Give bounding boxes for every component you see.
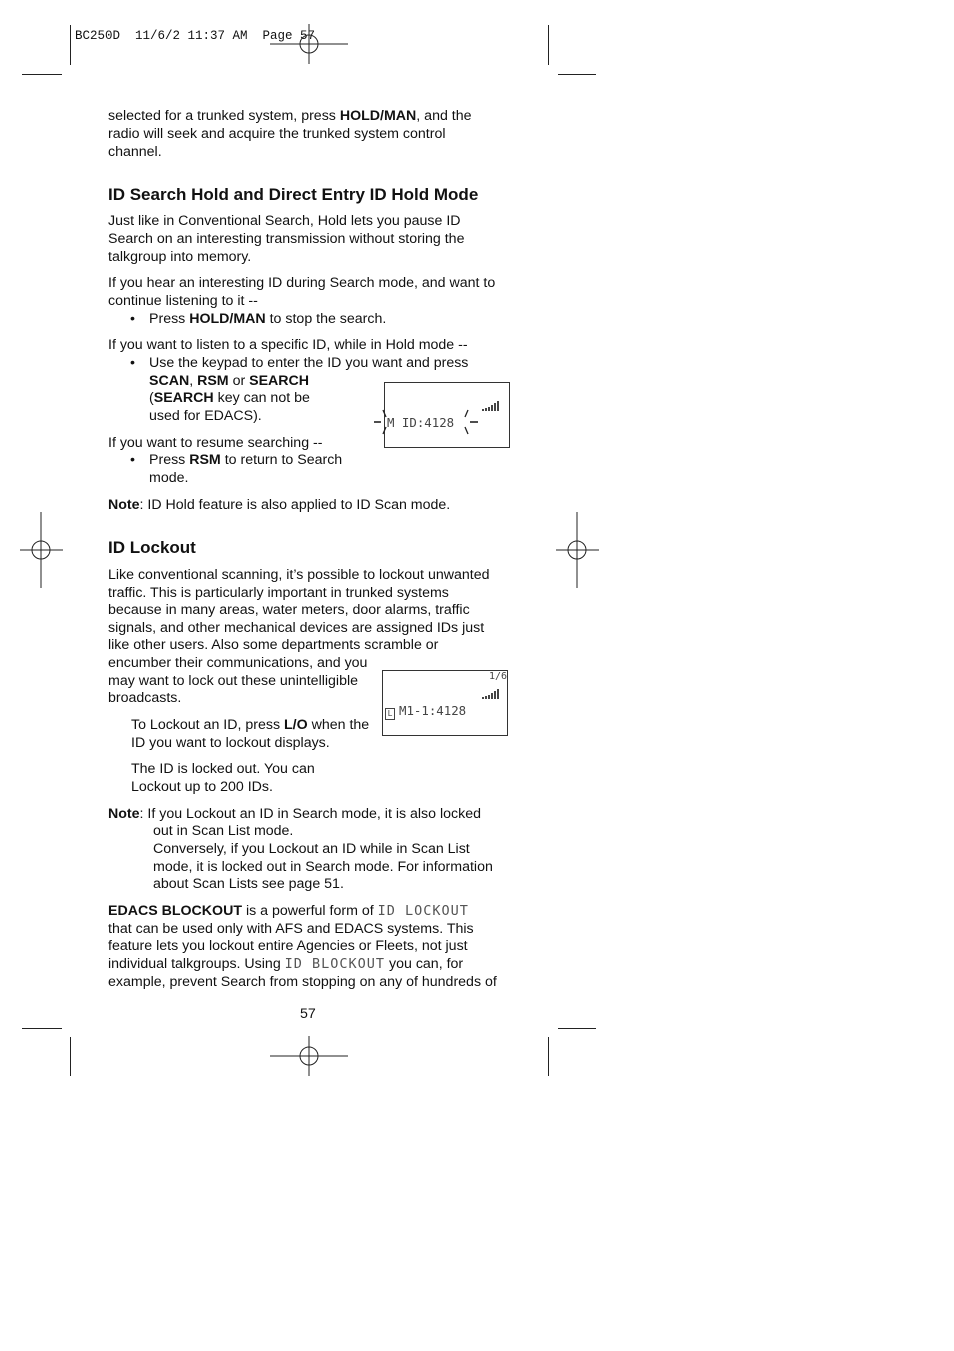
- paragraph-line: traffic. This is particularly important in trunked systems: [108, 585, 449, 601]
- bullet-item-rsm: mode.: [149, 470, 189, 486]
- edacs-text: is a powerful form of: [242, 903, 378, 919]
- bullet-text: key can not be: [213, 390, 310, 406]
- paragraph-line: Like conventional scanning, it’s possible to lockout unwanted: [108, 567, 490, 583]
- note-label: Note: [108, 497, 140, 513]
- scan-key: SCAN: [149, 373, 190, 389]
- printer-slug: BC250D 11/6/2 11:37 AM Page 57: [75, 29, 316, 43]
- crop-mark: [70, 1037, 71, 1076]
- intro-text: , and the: [416, 108, 472, 124]
- bullet-text: ,: [189, 373, 198, 389]
- edacs-line: [108, 903, 469, 921]
- paragraph-line: If you hear an interesting ID during Search mode, and want to: [108, 275, 496, 291]
- bullet-item-rsm: [149, 452, 342, 470]
- paragraph-line: Search on an interesting transmission without storing the: [108, 231, 465, 247]
- hold-man-key: HOLD/MAN: [339, 108, 417, 124]
- note-text: : If you Lockout an ID in Search mode, it is also locked: [139, 806, 481, 822]
- paragraph-line: because in many areas, water meters, door alarms, traffic: [108, 602, 470, 618]
- edacs-line: [108, 956, 463, 974]
- paragraph-line: If you want to listen to a specific ID, while in Hold mode --: [108, 337, 468, 353]
- bullet-item-keypad: [149, 390, 310, 408]
- lockout-instruction: [131, 717, 369, 735]
- paragraph-line: like other users. Also some departments scramble or: [108, 637, 439, 653]
- paragraph-line: continue listening to it --: [108, 293, 258, 309]
- bullet-text: to return to Search: [220, 452, 343, 468]
- paragraph-line: talkgroup into memory.: [108, 249, 252, 265]
- note-lockout: [108, 806, 481, 824]
- bullet-dot: •: [130, 355, 135, 371]
- intro-line: [108, 108, 472, 126]
- lockout-l-icon: L: [385, 708, 395, 720]
- paragraph-line: may want to lock out these unintelligible: [108, 673, 358, 689]
- note-text: about Scan Lists see page 51.: [153, 876, 344, 892]
- crop-mark: [558, 1028, 596, 1029]
- blinking-indicator-icon: [372, 408, 482, 436]
- lo-key: L/O: [284, 717, 308, 733]
- rsm-key: RSM: [197, 373, 229, 389]
- edacs-line: that can be used only with AFS and EDACS systems. This: [108, 921, 474, 937]
- rsm-key: RSM: [189, 452, 221, 468]
- lcd-line: M ID:4128: [387, 415, 455, 430]
- bullet-text: (: [149, 390, 154, 406]
- edacs-line: example, prevent Search from stopping on any of hundreds of: [108, 974, 497, 990]
- edacs-line: feature lets you lockout entire Agencies or Fleets, not just: [108, 938, 468, 954]
- lcd-line: [385, 703, 505, 719]
- bullet-item-keypad: Use the keypad to enter the ID you want and press: [149, 355, 469, 371]
- crop-mark: [548, 25, 549, 65]
- intro-line: radio will seek and acquire the trunked system control: [108, 126, 446, 142]
- bullet-dot: •: [130, 311, 135, 327]
- bullet-text: or: [228, 373, 250, 389]
- bullet-text: to stop the search.: [265, 311, 387, 327]
- bullet-text: Press: [149, 452, 190, 468]
- bullet-dot: •: [130, 452, 135, 468]
- lcd-text-id-lockout: ID LOCKOUT: [377, 903, 469, 919]
- bullet-item-hold: [149, 311, 386, 329]
- registration-mark-top: [270, 24, 350, 66]
- note-text: out in Scan List mode.: [153, 823, 294, 839]
- lockout-instruction: ID you want to lockout displays.: [131, 735, 330, 751]
- registration-mark-right: [556, 512, 600, 590]
- paragraph-line: If you want to resume searching --: [108, 435, 323, 451]
- paragraph-line: broadcasts.: [108, 690, 182, 706]
- signal-strength-icon: [482, 688, 504, 700]
- registration-mark-bottom: [270, 1036, 350, 1078]
- note-id-hold: [108, 497, 450, 515]
- bullet-item-keypad: [149, 373, 309, 391]
- lcd-text-id-blockout: ID BLOCKOUT: [284, 956, 386, 972]
- instruction-text: when the: [307, 717, 370, 733]
- lcd-text: M1-1:4128: [399, 703, 467, 718]
- note-text: Conversely, if you Lockout an ID while in Scan List: [153, 841, 470, 857]
- note-text: : ID Hold feature is also applied to ID Scan mode.: [139, 497, 451, 513]
- intro-text: selected for a trunked system, press: [108, 108, 340, 124]
- note-text: mode, it is locked out in Search mode. For information: [153, 859, 493, 875]
- search-key: SEARCH: [153, 390, 214, 406]
- crop-mark: [558, 74, 596, 75]
- note-label: Note: [108, 806, 140, 822]
- lcd-fraction: 1/6: [489, 671, 508, 682]
- paragraph-line: Lockout up to 200 IDs.: [131, 779, 273, 795]
- paragraph-line: Just like in Conventional Search, Hold lets you pause ID: [108, 213, 461, 229]
- paragraph-line: encumber their communications, and you: [108, 655, 368, 671]
- signal-strength-icon: [482, 400, 504, 412]
- crop-mark: [70, 25, 71, 65]
- registration-mark-left: [20, 512, 64, 590]
- paragraph-line: signals, and other mechanical devices are assigned IDs just: [108, 620, 485, 636]
- edacs-text: you can, for: [385, 956, 464, 972]
- section-heading-id-lockout: ID Lockout: [108, 538, 196, 557]
- crop-mark: [22, 1028, 62, 1029]
- bullet-text: Press: [149, 311, 190, 327]
- bullet-item-keypad: used for EDACS).: [149, 408, 262, 424]
- edacs-text: individual talkgroups. Using: [108, 956, 285, 972]
- paragraph-line: The ID is locked out. You can: [131, 761, 315, 777]
- edacs-blockout-term: EDACS BLOCKOUT: [108, 903, 242, 919]
- instruction-text: To Lockout an ID, press: [131, 717, 284, 733]
- section-heading-id-search-hold: ID Search Hold and Direct Entry ID Hold Mode: [108, 185, 479, 204]
- search-key: SEARCH: [249, 373, 310, 389]
- page-number: 57: [300, 1006, 316, 1022]
- intro-line: channel.: [108, 144, 162, 160]
- crop-mark: [22, 74, 62, 75]
- crop-mark: [548, 1037, 549, 1076]
- hold-man-key: HOLD/MAN: [189, 311, 266, 327]
